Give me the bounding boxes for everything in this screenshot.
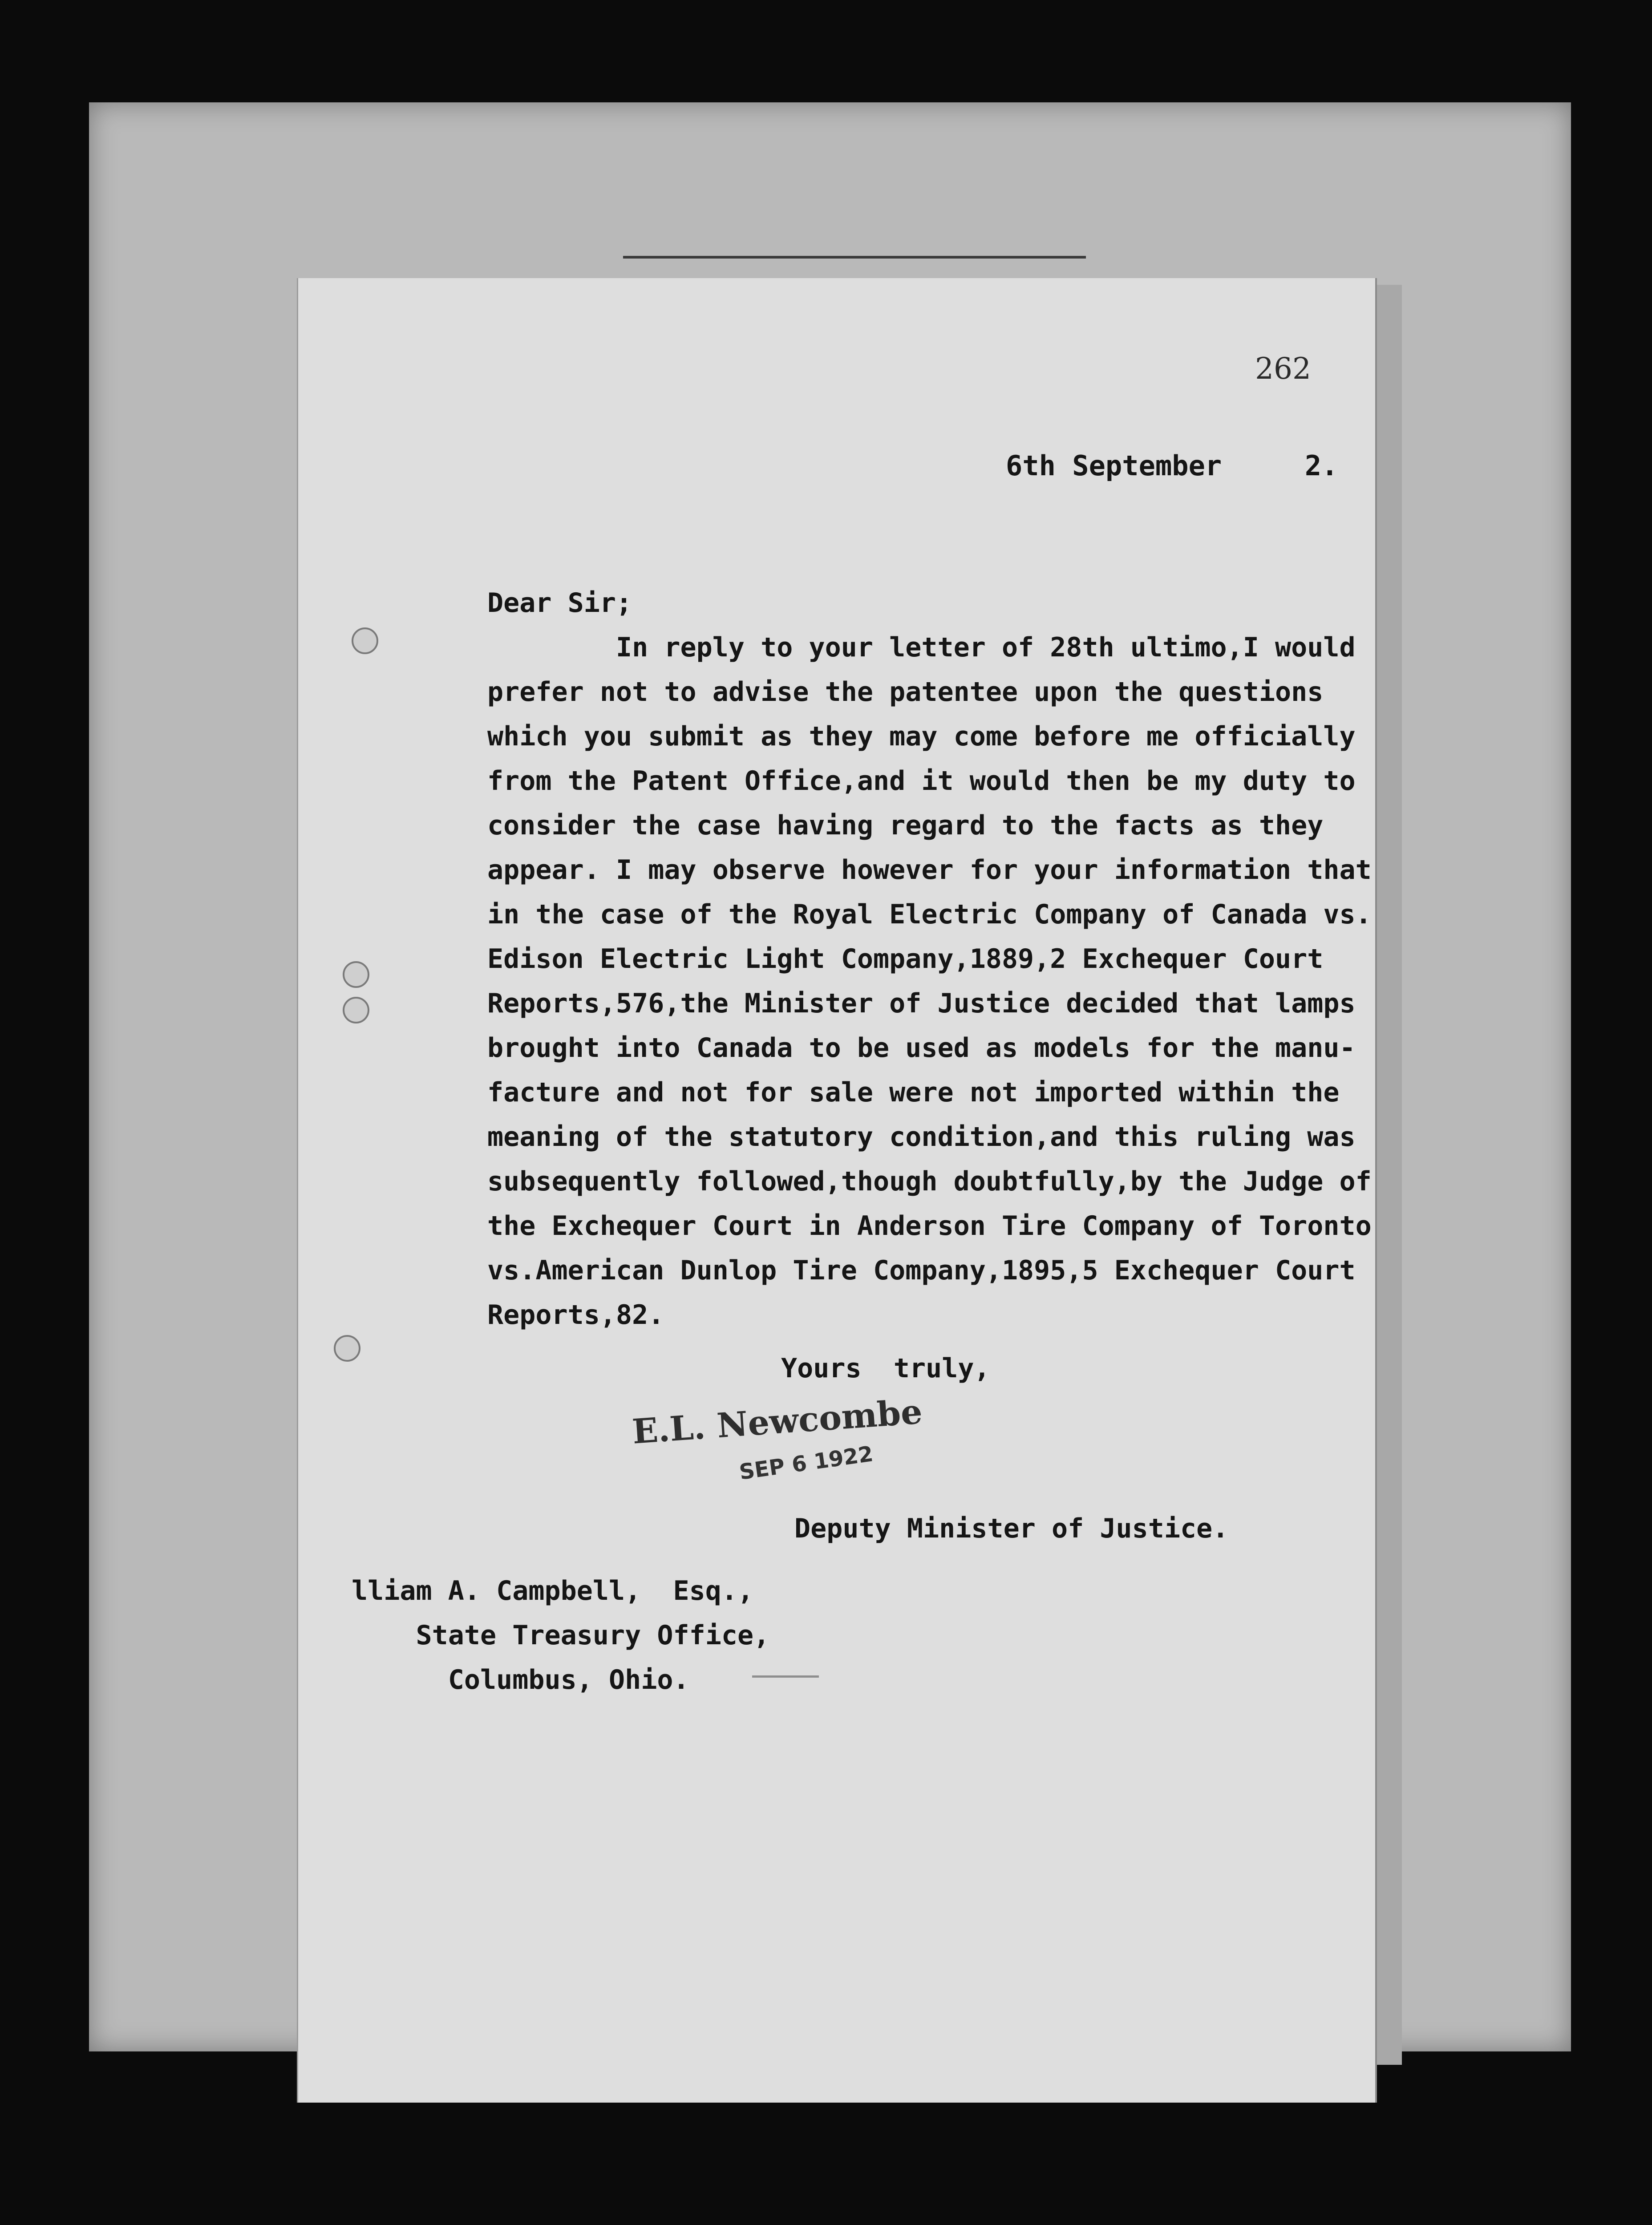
backing-rule [623, 256, 1086, 259]
body-line: vs.American Dunlop Tire Company,1895,5 Exchequer Court [487, 1255, 1356, 1286]
body-line: facture and not for sale were not imported within the [487, 1077, 1340, 1108]
body-line: appear. I may observe however for your information that [487, 854, 1372, 886]
signer-title: Deputy Minister of Justice. [794, 1513, 1229, 1544]
body-line: In reply to your letter of 28th ultimo,I would [487, 632, 1356, 663]
addressee-line: lliam A. Campbell, Esq., [352, 1575, 754, 1606]
under-sheet-edge [1375, 285, 1402, 2065]
page-number: 262 [1255, 352, 1311, 386]
ink-mark [752, 1675, 819, 1678]
date-stamp: SEP 6 1922 [737, 1441, 875, 1485]
letter-date: 6th September 2. [1006, 449, 1338, 482]
salutation: Dear Sir; [487, 587, 632, 619]
body-line: which you submit as they may come before me officially [487, 721, 1356, 752]
body-line: Reports,82. [487, 1299, 664, 1331]
body-line: subsequently followed,though doubtfully,by the Judge of [487, 1166, 1372, 1197]
punch-hole [343, 961, 369, 988]
addressee-line: Columbus, Ohio. [352, 1664, 689, 1695]
body-line: Reports,576,the Minister of Justice decided that lamps [487, 988, 1356, 1019]
body-line: brought into Canada to be used as models for the manu- [487, 1032, 1356, 1064]
signature-stamp: E.L. Newcombe [631, 1392, 924, 1452]
body-line: in the case of the Royal Electric Company of Canada vs. [487, 899, 1372, 930]
body-line: meaning of the statutory condition,and this ruling was [487, 1121, 1356, 1153]
body-line: prefer not to advise the patentee upon the questions [487, 676, 1324, 708]
body-line: consider the case having regard to the facts as they [487, 810, 1324, 841]
punch-hole [343, 997, 369, 1024]
addressee-line: State Treasury Office, [352, 1620, 770, 1651]
punch-hole [352, 627, 378, 654]
body-line: the Exchequer Court in Anderson Tire Company of Toronto [487, 1210, 1372, 1242]
punch-hole [334, 1335, 360, 1362]
body-line: Edison Electric Light Company,1889,2 Exchequer Court [487, 943, 1324, 975]
closing: Yours truly, [781, 1353, 990, 1384]
body-line: from the Patent Office,and it would then be my duty to [487, 765, 1356, 797]
